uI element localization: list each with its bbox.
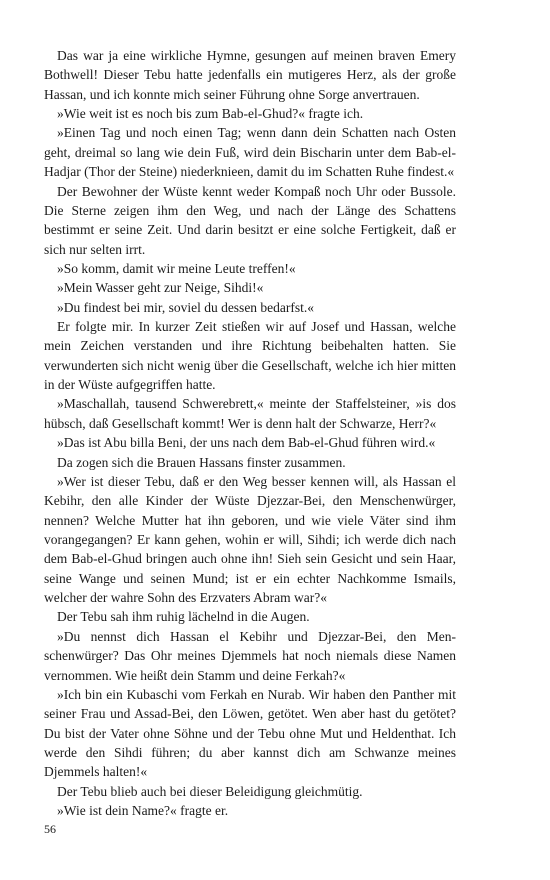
paragraph-3: »Einen Tag und noch einen Tag; wenn dann dein Schatten nach Osten geht, dreimal so lang wie dein Fuß, wird dein Bischarin unter dem Bab-el-Hadjar (Thor der Steine) niederknieen, damit du im Schatten Ruhe findest.« (44, 125, 456, 180)
paragraph-13: Der Tebu sah ihm ruhig lächelnd in die Augen. (57, 609, 310, 625)
paragraph-8: Er folgte mir. In kurzer Zeit stießen wir auf Josef und Hassan, welche mein Zeichen verstanden und ihre Richtung beibehalten hatten. Sie verwunderten sich nicht wenig über die Gesellschaft, welche ich hier mitten in der Wüste aufgegriffen hatte. (44, 319, 456, 393)
paragraph-17: »Wie ist dein Name?« fragte er. (57, 803, 229, 819)
page-body (44, 46, 456, 836)
page-number: 56 (44, 822, 56, 836)
paragraph-4: Der Bewohner der Wüste kennt weder Kompaß noch Uhr oder Bussole. Die Sterne zeigen ihm den Weg, und nach der Länge des Schattens bestimmt er seine Zeit. Und darin besitzt er eine solche Fertigkeit, daß er sich nur selten irrt. (44, 183, 456, 257)
paragraph-1: Das war ja eine wirkliche Hymne, gesungen auf meinen braven Emery Bothwell! Dieser Tebu hatte jedenfalls ein mutigeres Herz, als der große Hassan, und ich konnte mich seiner Führung ohne Sorge anvertrauen. (44, 48, 456, 102)
paragraph-12: »Wer ist dieser Tebu, daß er den Weg besser kennen will, als Hassan el Kebihr, den alle Kinder der Wüste Djezzar-Bei, den Menschenwürger, nennen? Welche Mutter hat ihn geboren, und wie viele Väter sind ihm vorangegangen? Er kann gehen, wohin er will, Sihdi; ich werde dich nach dem Bab-el-Ghud bringen auch ohne ihn! Sieh sein Gesicht und sein Haar, seine Wange und seinen Mund; ist er ein echter Nachkomme Ismails, welcher der wahre Sohn des Erzvaters Abram war?« (44, 473, 456, 606)
paragraph-5: »So komm, damit wir meine Leute treffen!« (57, 260, 296, 276)
paragraph-15: »Ich bin ein Kubaschi vom Ferkah en Nurab. Wir haben den Panther mit seiner Frau und Assad-Bei, den Löwen, getötet. Wen aber hast du getötet? Du bist der Vater ohne Söhne und der Tebu ohne Mut und Heldenthat. Ich werde den Sihdi führen; du aber kannst dich am Schwanze meines Djemmels halten!« (44, 686, 456, 780)
paragraph-7: »Du findest bei mir, soviel du dessen bedarfst.« (57, 299, 315, 315)
paragraph-10: »Das ist Abu billa Beni, der uns nach dem Bab-el-Ghud führen wird.« (57, 435, 436, 451)
paragraph-6: »Mein Wasser geht zur Neige, Sihdi!« (57, 280, 264, 296)
paragraph-14: »Du nennst dich Hassan el Kebihr und Djezzar-Bei, den Menschenwürger? Das Ohr meines Djemmels hat noch niemals diese Namen vernommen. Wie heißt dein Stamm und deine Ferkah?« (44, 628, 456, 683)
paragraph-11: Da zogen sich die Brauen Hassans finster zusammen. (57, 454, 346, 470)
paragraph-2: »Wie weit ist es noch bis zum Bab-el-Ghud?« fragte ich. (57, 106, 364, 122)
paragraph-16: Der Tebu blieb auch bei dieser Beleidigung gleichmütig. (57, 783, 363, 799)
paragraph-9: »Maschallah, tausend Schwerebrett,« meinte der Staffelsteiner, »is dos hübsch, daß Gesellschaft kommt! Wer is denn halt der Schwarze, Herr?« (44, 396, 456, 431)
